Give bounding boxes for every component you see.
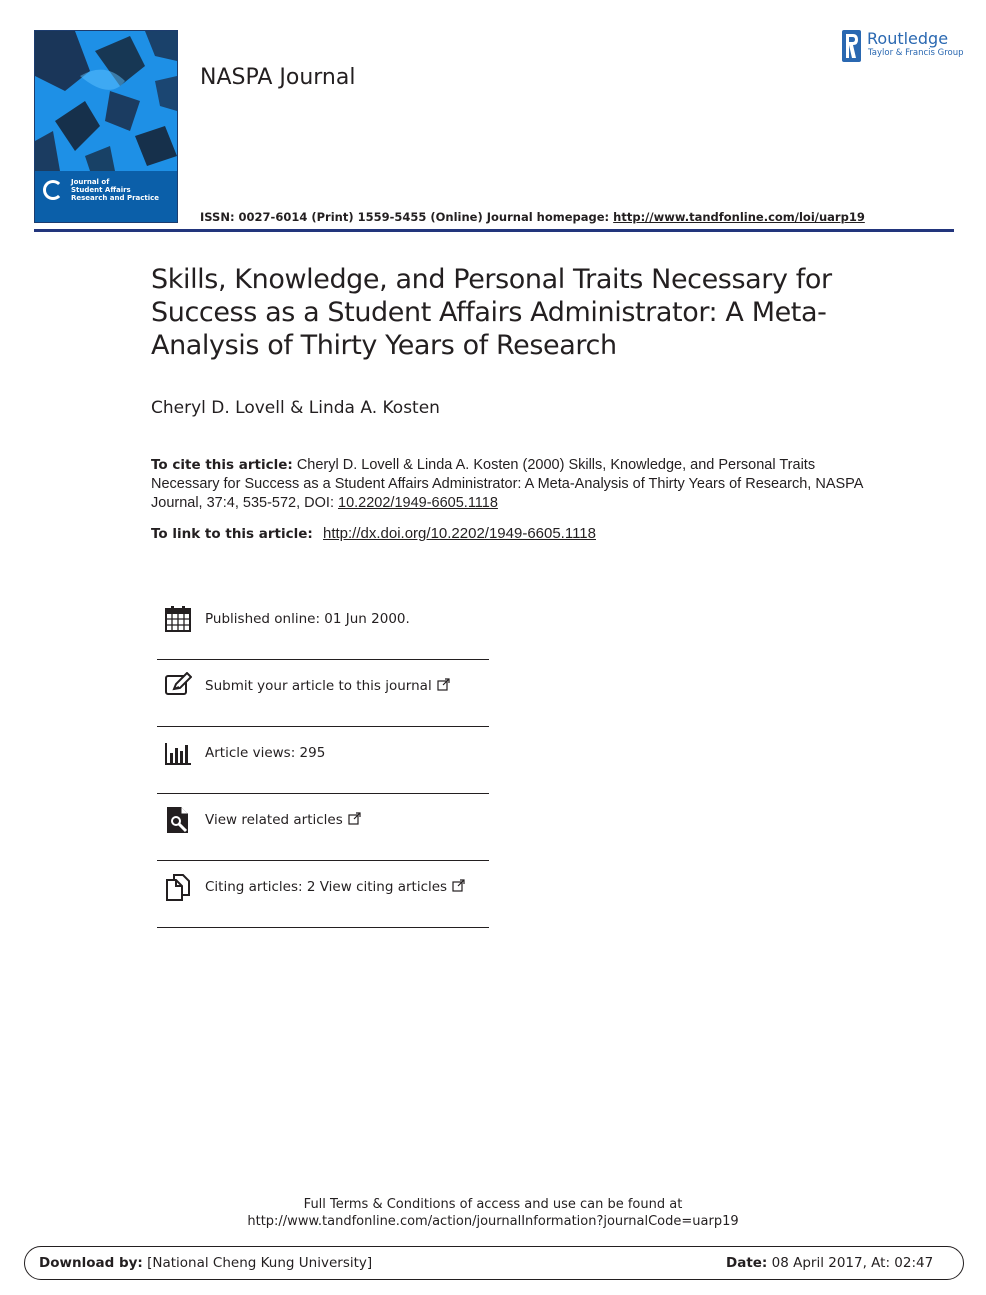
terms-and-conditions [0,1196,986,1230]
submit-article-item[interactable] [157,660,489,727]
search-document-icon [164,806,192,834]
citation-label: To cite this article: [151,457,293,473]
article-views-item [157,727,489,794]
published-online-text: Published online: 01 Jun 2000. [205,611,410,627]
article-info-list [157,593,489,928]
issn-line [200,210,865,224]
download-info-bar [24,1246,964,1280]
citing-articles-text[interactable]: Citing articles: 2 View citing articles [205,879,465,895]
routledge-logo-icon [842,30,861,62]
article-authors: Cheryl D. Lovell & Linda A. Kosten [151,398,440,418]
related-articles-text[interactable]: View related articles [205,812,361,828]
journal-homepage-link[interactable]: http://www.tandfonline.com/loi/uarp19 [613,210,865,224]
article-link-row [151,525,596,542]
citing-articles-item[interactable] [157,861,489,928]
terms-line: Full Terms & Conditions of access and use can be found at [303,1197,683,1212]
issn-text: ISSN: 0027-6014 (Print) 1559-5455 (Online) Journal homepage: [200,210,614,224]
published-online-item [157,593,489,660]
edit-icon [164,672,192,700]
doi-link[interactable]: 10.2202/1949-6605.1118 [338,495,498,511]
cover-logo-icon [43,180,63,200]
submit-article-text[interactable]: Submit your article to this journal [205,678,450,694]
external-link-icon [348,812,361,825]
publisher-name: Routledge [867,29,949,48]
article-url-link[interactable]: http://dx.doi.org/10.2202/1949-6605.1118 [323,525,596,542]
citing-documents-icon [164,873,192,901]
citation-block [151,456,871,513]
cover-journal-name: Journal of Student Affairs Research and Practice [71,178,160,202]
external-link-icon [437,678,450,691]
article-title: Skills, Knowledge, and Personal Traits Necessary for Success as a Student Affairs Administrator: A Meta-Analysis of Thirty Years of Research [151,264,832,361]
external-link-icon [452,879,465,892]
terms-url-link[interactable]: http://www.tandfonline.com/action/journalInformation?journalCode=uarp19 [247,1214,739,1229]
related-articles-item[interactable] [157,794,489,861]
journal-cover-image [34,30,178,223]
publisher-logo[interactable] [842,29,962,63]
header-rule [34,229,954,232]
cover-photo [35,31,177,171]
citation-text: Cheryl D. Lovell & Linda A. Kosten (2000) Skills, Knowledge, and Personal Traits Necessary for Success as a Student Affairs Administrator: A Meta-Analysis of Thirty Years of Research, NASPA Journal, 37:4, 535-572, DOI: [151,457,863,511]
link-label: To link to this article: [151,526,313,542]
download-date: Date: 08 April 2017, At: 02:47 [726,1255,934,1271]
article-views-text: Article views: 295 [205,745,326,761]
cover-band [35,171,177,223]
download-by: Download by: [National Cheng Kung University] [39,1255,373,1271]
bar-chart-icon [164,739,192,767]
publisher-group: Taylor & Francis Group [868,48,964,58]
calendar-icon [164,605,192,633]
journal-title: NASPA Journal [200,65,356,90]
